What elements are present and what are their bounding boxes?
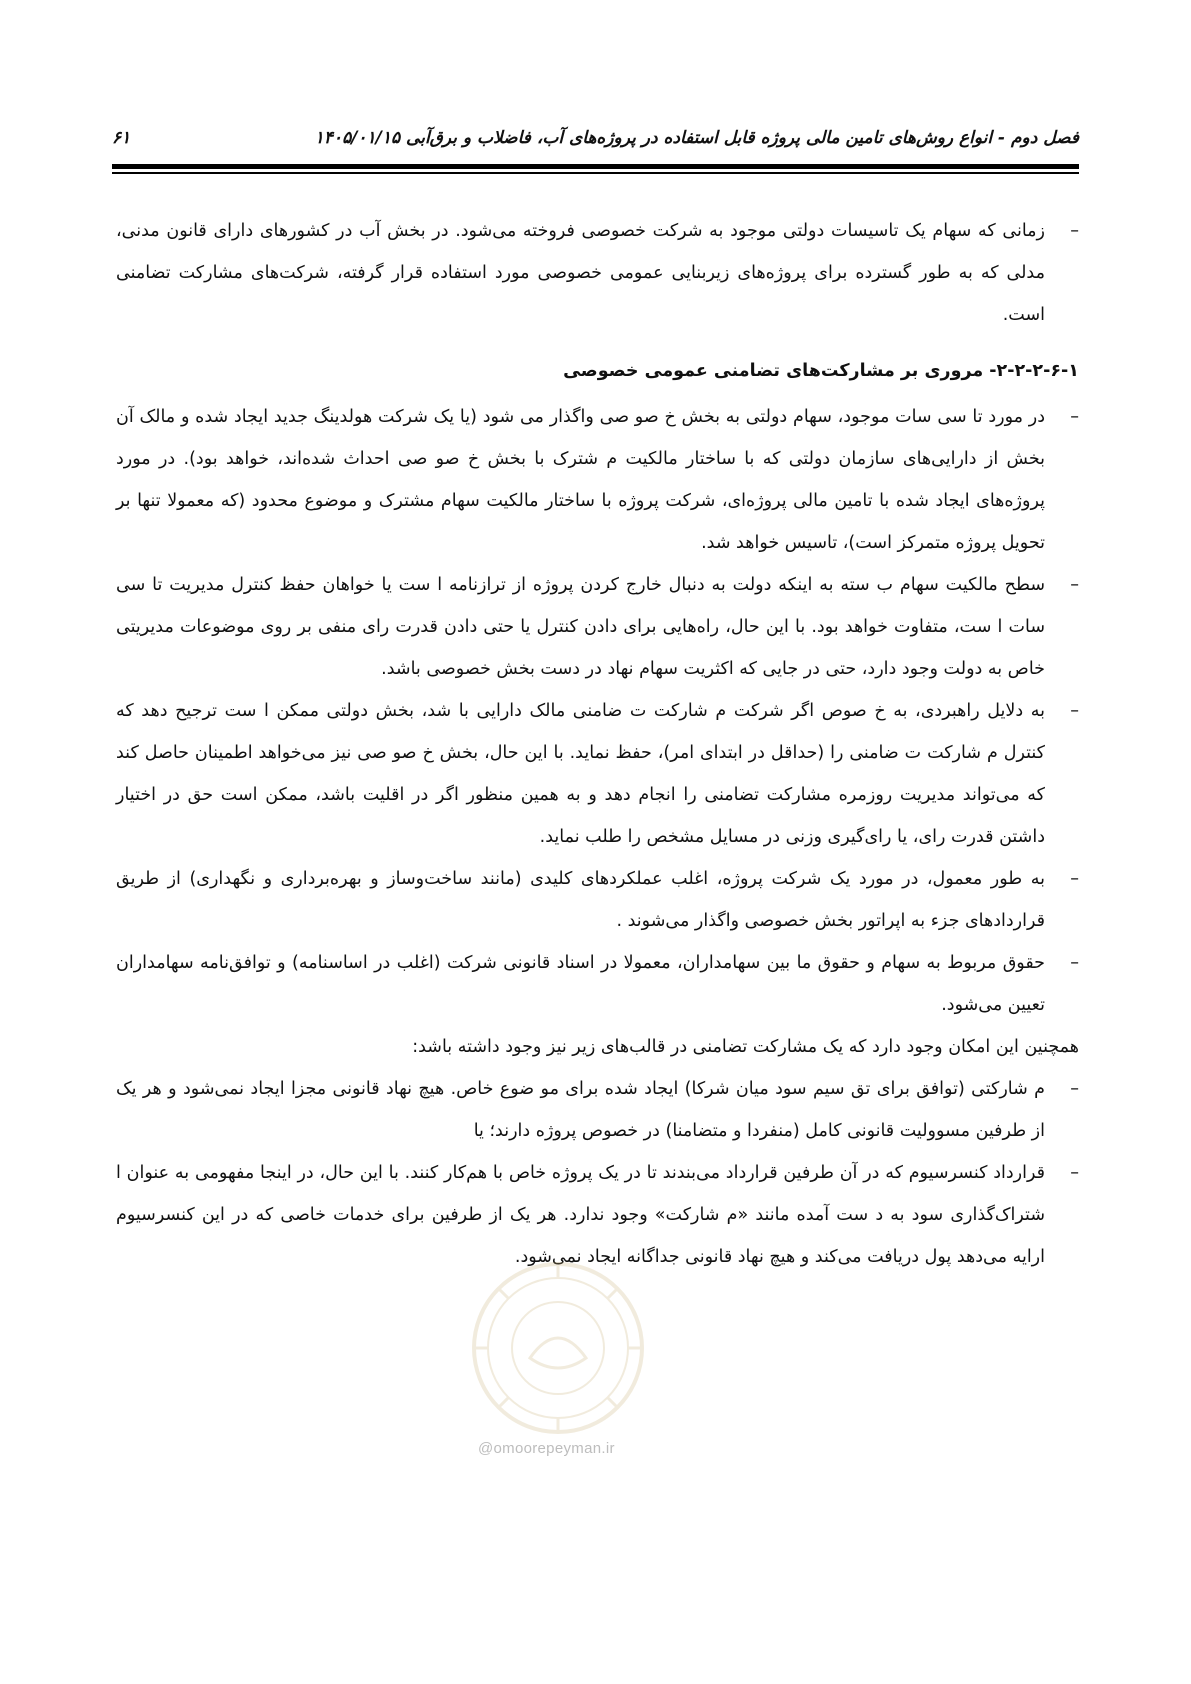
bullet-dash: – <box>1070 869 1079 889</box>
bullet-dash: – <box>1070 1079 1079 1099</box>
bullet-dash: – <box>1070 407 1079 427</box>
bullet-dash: – <box>1070 575 1079 595</box>
paragraph-text: م شارکتی (توافق برای تق سیم سود میان شرکا) ایجاد شده برای مو ضوع خاص. هیچ نهاد قانونی مجزا ایجاد نمی‌شود و هر یک از طرفین مسوولیت قانونی کامل (منفردا و متضامنا) در خصوص پروژه دارند؛ یا <box>116 1079 1045 1141</box>
page-number: ۶۱ <box>112 128 131 148</box>
page-header <box>112 122 1079 162</box>
list-item <box>116 1068 1079 1152</box>
list-item <box>116 564 1079 690</box>
document-body <box>116 210 1079 1278</box>
paragraph-text: قرارداد کنسرسیوم که در آن طرفین قرارداد می‌بندند تا در یک پروژه خاص با هم‌کار کنند. با این حال، در اینجا مفهومی به عنوان ا شتراک‌گذاری سود به د ست آمده مانند «م شارکت» وجود ندارد. هر یک از طرفین برای خدمات خاصی که در این کنسرسیوم ارایه می‌دهد پول دریافت می‌کند و هیچ نهاد قانونی جداگانه ایجاد نمی‌شود. <box>116 1163 1045 1267</box>
chapter-title: فصل دوم - انواع روش‌های تامین مالی پروژه قابل استفاده در پروژه‌های آب، فاضلاب و برق‌آبی ۱۴۰۵/۰۱/۱۵ <box>314 128 1079 148</box>
header-rule-thin <box>112 172 1079 174</box>
paragraph-text: سطح مالکیت سهام ب سته به اینکه دولت به دنبال خارج کردن پروژه از ترازنامه ا ست یا خواهان حفظ کنترل مدیریت تا سی سات ا ست، متفاوت خواهد بود. با این حال، راه‌هایی برای دادن کنترل یا حتی دادن قدرت رای منفی بر روی موضوعات مدیریتی خاص به دولت وجود دارد، حتی در جایی که اکثریت سهام نهاد در دست بخش خصوصی باشد. <box>116 575 1045 679</box>
section-heading: ۲-۲-۲-۶-۱- مروری بر مشارکت‌های تضامنی عمومی خصوصی <box>563 361 1079 381</box>
header-rule-thick <box>112 164 1079 169</box>
paragraph-text: حقوق مربوط به سهام و حقوق ما بین سهامداران، معمولا در اسناد قانونی شرکت (اغلب در اساسنامه) و توافق‌نامه سهامداران تعیین می‌شود. <box>116 953 1045 1015</box>
seal-logo-icon <box>468 1258 648 1438</box>
list-item <box>116 690 1079 858</box>
lead-in-paragraph: همچنین این امکان وجود دارد که یک مشارکت تضامنی در قالب‌های زیر نیز وجود داشته باشد: <box>412 1037 1079 1057</box>
paragraph-text: زمانی که سهام یک تاسیسات دولتی موجود به شرکت خصوصی فروخته می‌شود. در بخش آب در کشورهای دارای قانون مدنی، مدلی که به طور گسترده برای پروژه‌های زیربنایی عمومی خصوصی مورد استفاده قرار گرفته، شرکت‌های مشارکت تضامنی است. <box>116 221 1045 325</box>
bullet-dash: – <box>1070 1163 1079 1183</box>
list-item <box>116 396 1079 564</box>
watermark-text: @omoorepeyman.ir <box>478 1440 615 1457</box>
paragraph-text: در مورد تا سی سات موجود، سهام دولتی به بخش خ صو صی واگذار می شود (یا یک شرکت هولدینگ جدید ایجاد شده و مالک آن بخش از دارایی‌های سازمان دولتی که با ساختار مالکیت م شترک با بخش خ صو صی احداث شده‌اند، خواهد بود). در مورد پروژه‌های ایجاد شده با تامین مالی پروژه‌ای، شرکت پروژه با ساختار مالکیت سهام مشترک و موضوع محدود (که معمولا تنها بر تحویل پروژه متمرکز است)، تاسیس خواهد شد. <box>116 407 1045 553</box>
list-item <box>116 942 1079 1026</box>
paragraph-text: به طور معمول، در مورد یک شرکت پروژه، اغلب عملکردهای کلیدی (مانند ساخت‌وساز و بهره‌برداری و نگهداری) از طریق قراردادهای جزء به اپراتور بخش خصوصی واگذار می‌شوند . <box>116 869 1045 931</box>
bullet-dash: – <box>1070 701 1079 721</box>
list-item <box>116 210 1079 336</box>
list-item <box>116 858 1079 942</box>
bullet-dash: – <box>1070 221 1079 241</box>
bullet-dash: – <box>1070 953 1079 973</box>
paragraph-text: به دلایل راهبردی، به خ صوص اگر شرکت م شارکت ت ضامنی مالک دارایی با شد، بخش دولتی ممکن ا ست ترجیح دهد که کنترل م شارکت ت ضامنی را (حداقل در ابتدای امر)، حفظ نماید. با این حال، بخش خ صو صی نیز می‌خواهد اطمینان حاصل کند که می‌تواند مدیریت روزمره مشارکت تضامنی را انجام دهد و به همین منظور اگر در اقلیت باشد، ممکن است حق در اختیار داشتن قدرت رای، یا رای‌گیری وزنی در مسایل مشخص را طلب نماید. <box>116 701 1045 847</box>
